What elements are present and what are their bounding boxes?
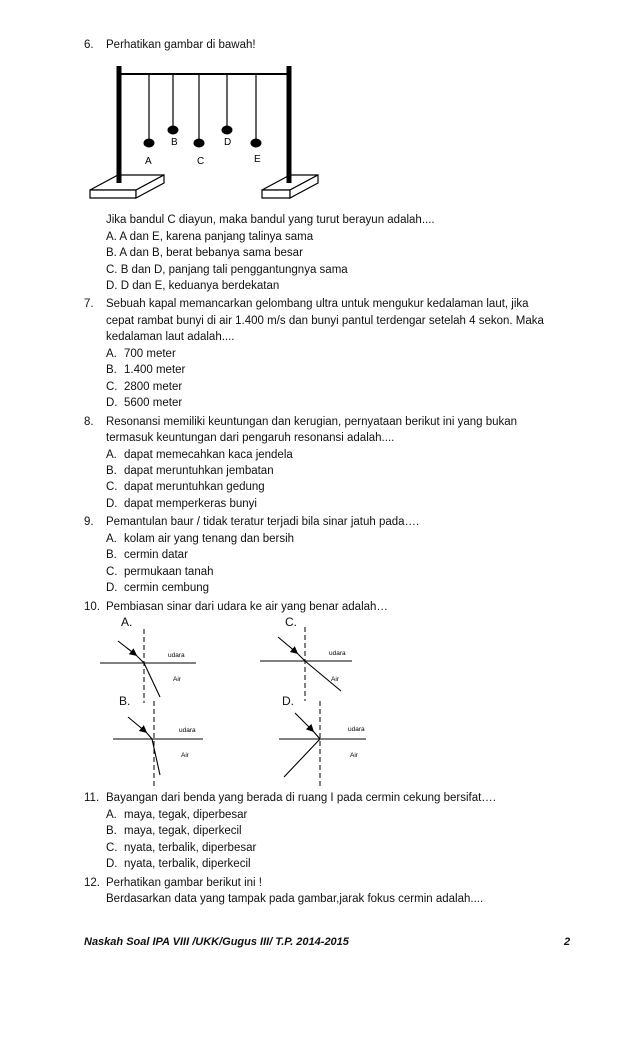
refraction-figures <box>0 615 638 795</box>
q11-prompt: Bayangan dari benda yang berada di ruang I pada cermin cekung bersifat…. <box>106 792 496 804</box>
q7-number: 7. <box>84 298 94 310</box>
q12-line-1: Perhatikan gambar berikut ini ! <box>106 877 262 889</box>
panel-c-udara: udara <box>329 650 346 657</box>
q7-option-d: 5600 meter <box>124 397 183 409</box>
label-a: A <box>145 156 152 167</box>
bob-e <box>251 139 262 148</box>
q9-option-a: kolam air yang tenang dan bersih <box>124 533 295 545</box>
q10-panel-a-letter: A. <box>121 615 133 629</box>
q10-panel-b-letter: B. <box>119 694 131 708</box>
q9-letter-c: C. <box>106 566 118 578</box>
panel-b-diagram <box>113 701 203 787</box>
q7-line-2: cepat rambat bunyi di air 1.400 m/s dan bunyi pantul terdengar setelah 4 sekon. Maka <box>106 315 544 327</box>
q9-option-b: cermin datar <box>124 549 188 561</box>
page-number: 2 <box>564 936 571 948</box>
q7-line-1: Sebuah kapal memancarkan gelombang ultra untuk mengukur kedalaman laut, jika <box>106 298 529 310</box>
q8-letter-c: C. <box>106 481 118 493</box>
panel-d-udara: udara <box>348 726 365 733</box>
right-base-front <box>262 190 290 198</box>
q9-number: 9. <box>84 516 94 528</box>
q6-number: 6. <box>84 39 94 51</box>
q9-letter-d: D. <box>106 582 118 594</box>
q9-option-d: cermin cembung <box>124 582 210 594</box>
q6-option-b: B. A dan B, berat bebanya sama besar <box>106 247 303 259</box>
q11-letter-c: C. <box>106 842 118 854</box>
q10-prompt: Pembiasan sinar dari udara ke air yang benar adalah… <box>106 601 388 613</box>
q8-option-a: dapat memecahkan kaca jendela <box>124 449 293 461</box>
q12-number: 12. <box>84 877 100 889</box>
q11-option-c: nyata, terbalik, diperbesar <box>124 842 257 854</box>
q9-letter-b: B. <box>106 549 117 561</box>
panel-a-diagram <box>100 629 196 703</box>
q10-number: 10. <box>84 601 100 613</box>
q8-line-1: Resonansi memiliki keuntungan dan kerugian, pernyataan berikut ini yang bukan <box>106 416 518 428</box>
q8-letter-b: B. <box>106 465 117 477</box>
q11-letter-a: A. <box>106 809 117 821</box>
q11-letter-d: D. <box>106 858 118 870</box>
bob-c <box>194 139 205 148</box>
q7-line-3: kedalaman laut adalah.... <box>106 331 235 343</box>
q11-number: 11. <box>84 792 100 804</box>
q10-panel-d-letter: D. <box>282 694 294 708</box>
q10-panel-c-letter: C. <box>285 615 297 629</box>
left-base-front <box>90 190 136 198</box>
q8-number: 8. <box>84 416 94 428</box>
label-d: D <box>224 137 232 148</box>
q6-prompt: Perhatikan gambar di bawah! <box>106 39 256 51</box>
q6-question: Jika bandul C diayun, maka bandul yang turut berayun adalah.... <box>106 214 435 226</box>
label-c: C <box>197 156 205 167</box>
q7-letter-c: C. <box>106 381 118 393</box>
label-b: B <box>171 137 178 148</box>
footer-title: Naskah Soal IPA VIII /UKK/Gugus III/ T.P. 2014-2015 <box>84 936 349 948</box>
q8-option-c: dapat meruntuhkan gedung <box>124 481 265 493</box>
q12-line-2: Berdasarkan data yang tampak pada gambar,jarak fokus cermin adalah.... <box>106 893 484 905</box>
panel-d-diagram <box>279 701 366 787</box>
q11-letter-b: B. <box>106 825 117 837</box>
q8-letter-d: D. <box>106 498 118 510</box>
q8-line-2: termasuk keuntungan dari pengaruh resonansi adalah.... <box>106 432 395 444</box>
q6-option-a: A. A dan E, karena panjang talinya sama <box>106 231 314 243</box>
q7-letter-b: B. <box>106 364 117 376</box>
q7-option-b: 1.400 meter <box>124 364 186 376</box>
q7-option-a: 700 meter <box>124 348 176 360</box>
panel-d-air: Air <box>350 752 358 759</box>
q7-letter-d: D. <box>106 397 118 409</box>
pendulum-figure <box>0 60 638 220</box>
panel-a-air: Air <box>173 676 181 683</box>
q11-option-d: nyata, terbalik, diperkecil <box>124 858 251 870</box>
q11-option-b: maya, tegak, diperkecil <box>124 825 242 837</box>
q8-option-d: dapat memperkeras bunyi <box>124 498 257 510</box>
q7-option-c: 2800 meter <box>124 381 183 393</box>
bob-d <box>222 126 233 135</box>
q9-option-c: permukaan tanah <box>124 566 214 578</box>
panel-b-air: Air <box>181 752 189 759</box>
q9-letter-a: A. <box>106 533 117 545</box>
q9-prompt: Pemantulan baur / tidak teratur terjadi bila sinar jatuh pada…. <box>106 516 420 528</box>
q11-option-a: maya, tegak, diperbesar <box>124 809 248 821</box>
bob-b <box>168 126 179 135</box>
q6-option-d: D. D dan E, keduanya berdekatan <box>106 280 280 292</box>
panel-c-diagram <box>260 627 352 701</box>
panel-a-udara: udara <box>168 652 185 659</box>
panel-b-udara: udara <box>179 727 196 734</box>
panel-c-air: Air <box>331 676 339 683</box>
q6-option-c: C. B dan D, panjang tali penggantungnya sama <box>106 264 348 276</box>
q8-option-b: dapat meruntuhkan jembatan <box>124 465 274 477</box>
q8-letter-a: A. <box>106 449 117 461</box>
q7-letter-a: A. <box>106 348 117 360</box>
bob-a <box>144 139 155 148</box>
label-e: E <box>254 154 261 165</box>
